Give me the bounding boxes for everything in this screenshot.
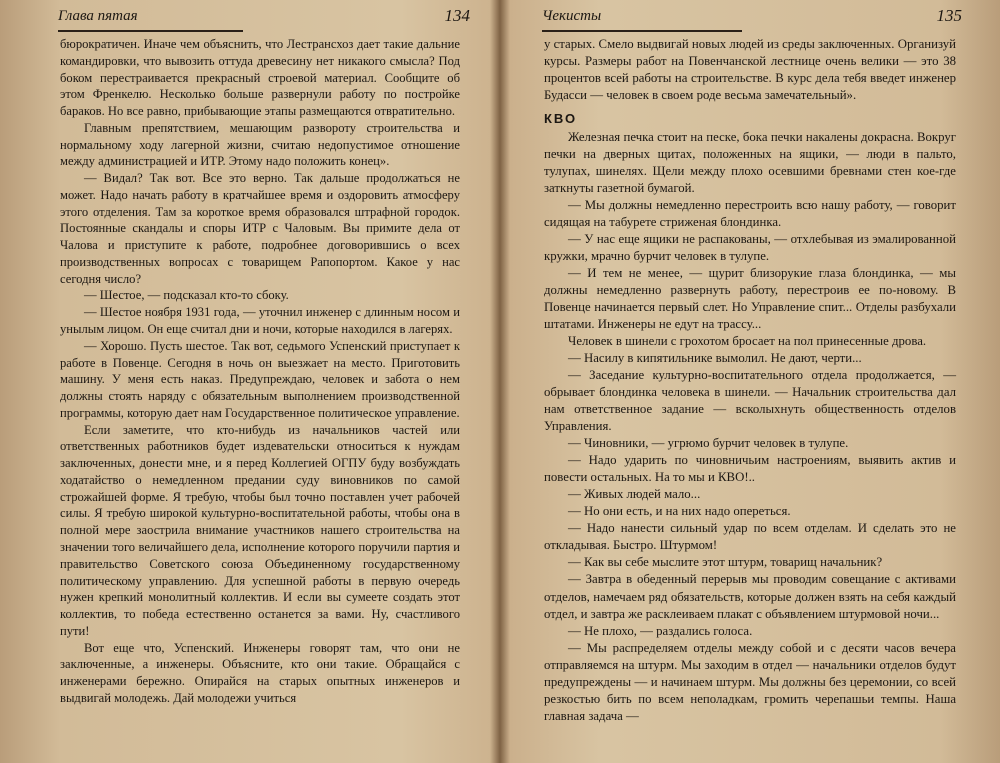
paragraph: Вот еще что, Успенский. Инженеры говорят там, что они не заключенные, а инженеры. Объясните, кто они такие. Обращайся с инженерами бережно. Опирайся на старых опытных инженеров и выдвигай молодежь. Дай молодежи учиться (60, 640, 460, 705)
paragraph: у старых. Смело выдвигай новых людей из среды заключенных. Организуй курсы. Размеры работ на Повенчанской лестнице очень велики — это 38 процентов всей работы на строительстве. В курс дела тебя введет инженер Будасси — человек в своем роде весьма замечательный». (544, 37, 956, 103)
paragraph: Если заметите, что кто-нибудь из начальников частей или ответственных работников будет издевательски относиться к нуждам заключенных, донести мне, и я перед Коллегией ОГПУ буду возбуждать ходатайство о немедленном предании суду виновников по самой строжайшей форме. Я требую, чтобы был точно поставлен учет рабочей силы. Я требую широкой культурно-воспитательной работы, чтобы она в полной мере заострила внимание участников нашего строительства на значении того величайшего дела, исполнение которого поручили партия и правительство Советского союза Объединенному государственному политическому управлению. Для успешной работы в первую очередь нужен крепкий монолитный коллектив. И если вы сумеете создать этот коллектив, то победа естественно останется за вами. Ну, счастливого пути! (60, 422, 460, 638)
header-rule (58, 30, 243, 32)
paragraph: — Живых людей мало... (568, 487, 701, 502)
right-page-body (544, 36, 956, 725)
paragraph: — Видал? Так вот. Все это верно. Так дальше продолжаться не может. Надо начать работу в кратчайшее время и оздоровить атмосферу этого отделения. Там за короткое время образовался штрафной городок. Постоянные скандалы и споры ИТР с Чаловым. Вы примите дела от Чалова и приступите к работе, подробнее договорившись о всех производственных вопросах с товарищем Рапопортом. Какое у нас сегодня число? (60, 171, 460, 286)
paragraph: Железная печка стоит на песке, бока печки накалены докрасна. Вокруг печки на дверных щитах, положенных на ящики, — люди в пальто, тулупах, шинелях. Щели между плохо осевшими бревнами стен кое-где заткнуты газетной бумагой. (544, 130, 956, 196)
paragraph: — И тем не менее, — щурит близорукие глаза блондинка, — мы должны немедленно развернуть работу, перестроив ее по-новому. В Повенце начинается первый слет. Но Управление спит... Отделы разбухали штатами. Инженеры не едут на трассу... (544, 266, 956, 332)
right-page (500, 0, 1000, 763)
paragraph: — Шестое ноября 1931 года, — уточнил инженер с длинным носом и унылым лицом. Он еще считал дни и ночи, которые находился в лагерях. (60, 305, 460, 337)
paragraph: — Надо ударить по чиновничьим настроениям, выявить актив и повести остальных. На то мы и КВО!.. (544, 453, 956, 485)
paragraph: — Надо нанести сильный удар по всем отделам. И сделать это не откладывая. Быстро. Штурмом! (544, 521, 956, 553)
paragraph: — Шестое, — подсказал кто-то сбоку. (84, 288, 289, 303)
paragraph: — Насилу в кипятильнике вымолил. Не дают, черти... (568, 351, 862, 366)
paragraph: — Мы должны немедленно перестроить всю нашу работу, — говорит сидящая на табурете стриженая блондинка. (544, 198, 956, 230)
left-page-header (58, 8, 470, 30)
left-page-body (60, 36, 460, 707)
paragraph: — Завтра в обеденный перерыв мы проводим совещание с активами отделов, намечаем ряд обязательств, которые должен взять на себя каждый отдел, и завтра же расклеиваем плакат с объявлением штурмовой ночи... (544, 572, 956, 621)
running-head-chapter: Чекисты (542, 8, 602, 24)
paragraph: — Но они есть, и на них надо опереться. (568, 504, 791, 519)
right-page-header (542, 8, 962, 30)
paragraph: — У нас еще ящики не распакованы, — отхлебывая из эмалированной кружки, мрачно бурчит человек в тулупе. (544, 232, 956, 264)
section-title: КВО (544, 111, 578, 127)
paragraph: — Хорошо. Пусть шестое. Так вот, седьмого Успенский приступает к работе в Повенце. Сегодня в ночь он выезжает на место. Приготовить машину. У меня есть наказ. Предупреждаю, человек и забота о нем должны стоять наряду с обязательным выполнением производственной программы, которую дает нам Государственное политическое управление. (60, 338, 460, 420)
paragraph: Главным препятствием, мешающим развороту строительства и нормальному ходу лагерной жизни, считаю недопустимое отношение между администрацией и ИТР. Этому надо положить конец». (60, 120, 460, 169)
page-number: 135 (936, 6, 962, 25)
paragraph: — Как вы себе мыслите этот штурм, товарищ начальник? (568, 555, 883, 570)
page-number: 134 (444, 6, 470, 25)
paragraph: — Заседание культурно-воспитательного отдела продолжается, — обрывает блондинка человека в шинели. — Начальник строительства дал нам ответственное задание — всколыхнуть общественность отделов Управления. (544, 368, 956, 434)
paragraph: бюрократичен. Иначе чем объяснить, что Лестрансхоз дает такие дальние командировки, что вывозить оттуда древесину нет никакого смысла? Под боком перестраивается прекрасный строевой материал. Сообщите об этом Френкелю. Несколько больше развернули работу по постройке бараков. Но все равно, прибывающие этапы размещаются отвратительно. (60, 37, 460, 119)
running-head-chapter: Глава пятая (58, 8, 138, 24)
paragraph: — Не плохо, — раздались голоса. (568, 623, 753, 638)
header-rule (542, 30, 742, 32)
paragraph: Человек в шинели с грохотом бросает на пол принесенные дрова. (568, 334, 927, 349)
paragraph: — Чиновники, — угрюмо бурчит человек в тулупе. (568, 436, 849, 451)
paragraph: — Мы распределяем отделы между собой и с десяти часов вечера отправляемся на штурм. Мы заходим в отдел — начальники отделов будут предупреждены — и начинаем штурм. Мы должны без церемонии, со всей резкостью бить по всем неполадкам, громить черепашьи темпы. Наша главная задача — (544, 640, 956, 723)
